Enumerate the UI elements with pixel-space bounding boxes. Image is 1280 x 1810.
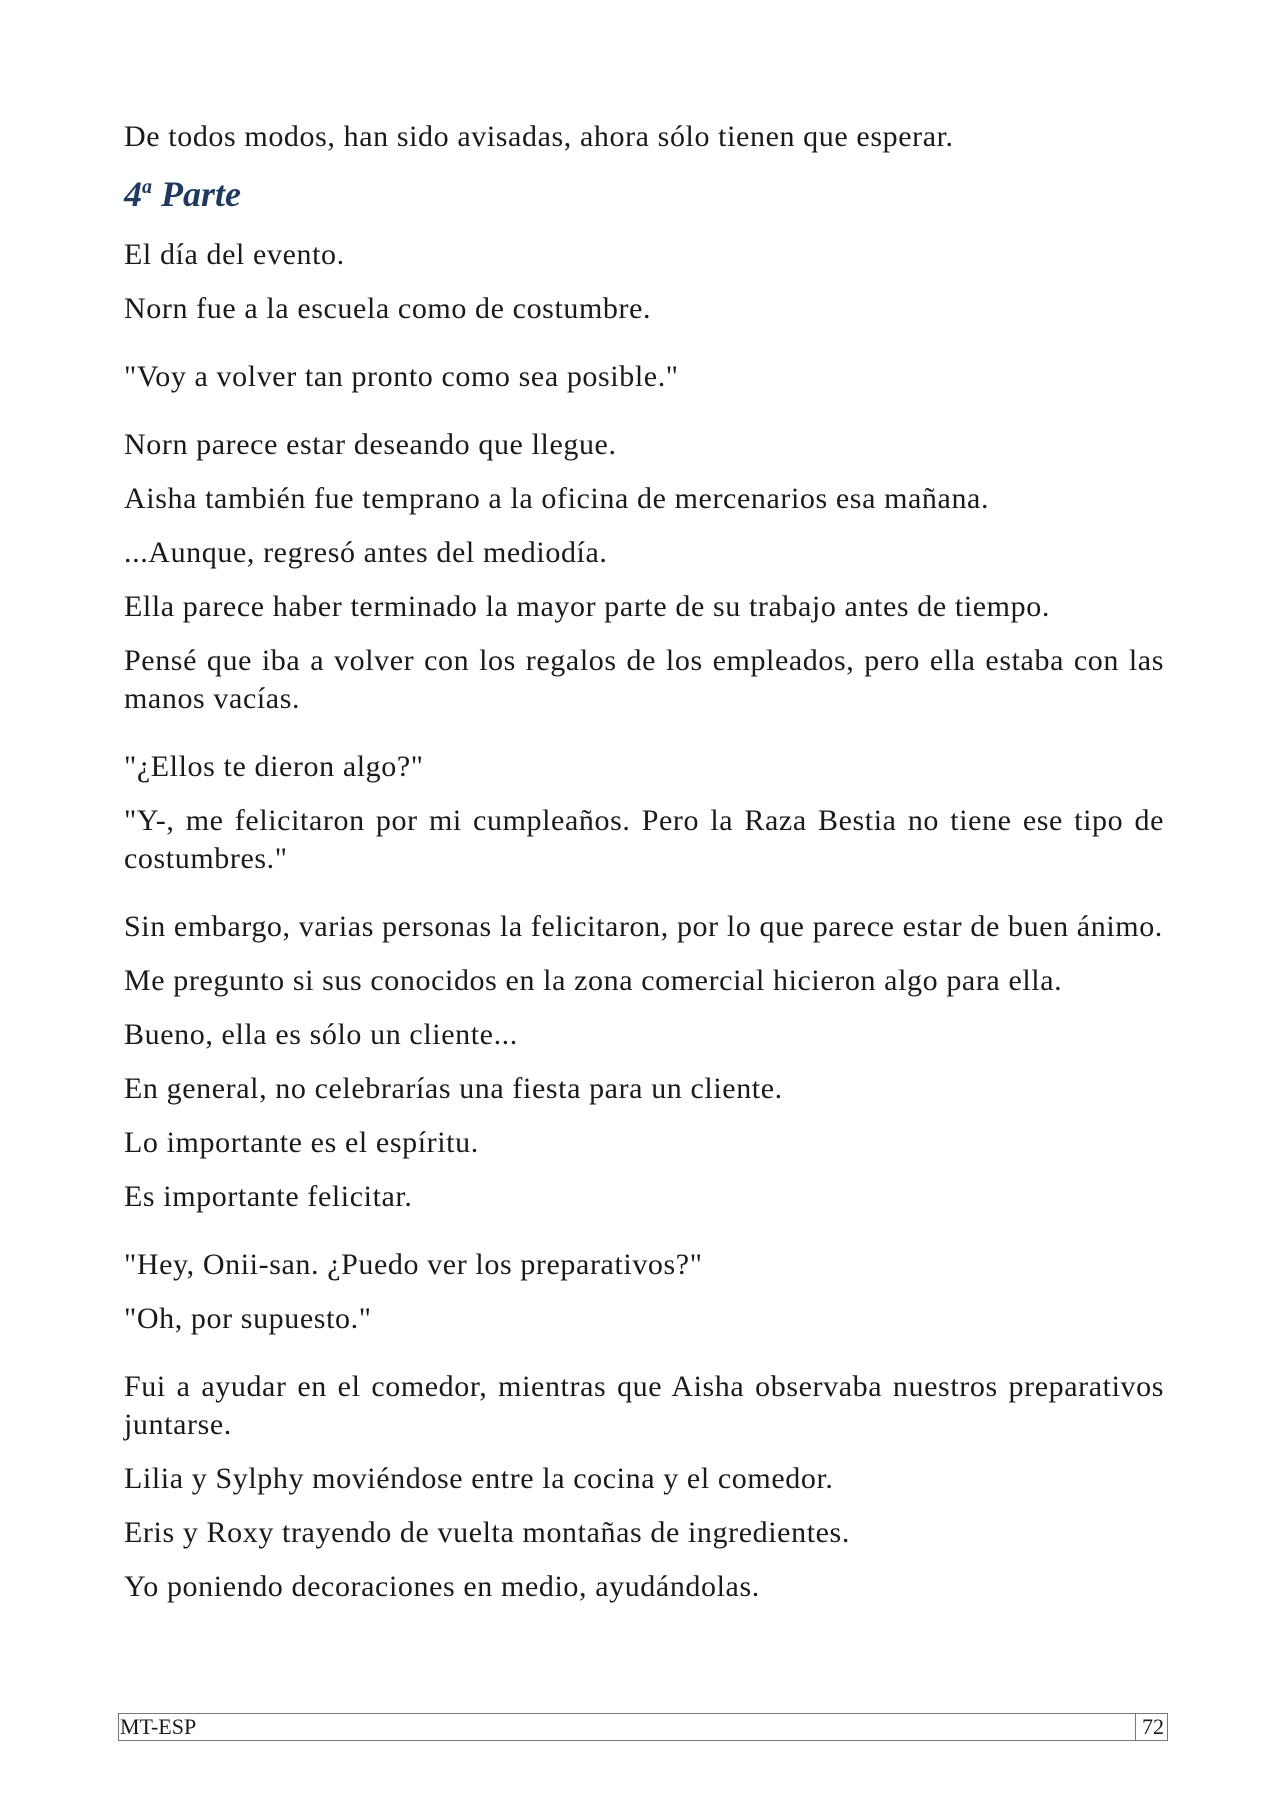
heading-number: 4 bbox=[124, 174, 142, 214]
heading-superscript: a bbox=[142, 176, 152, 198]
paragraph: ...Aunque, regresó antes del mediodía. bbox=[124, 536, 608, 569]
dialogue-paragraph: "Y-, me felicitaron por mi cumpleaños. Pero la Raza Bestia no tiene ese tipo de costumbres." bbox=[124, 804, 1164, 875]
paragraph: Eris y Roxy trayendo de vuelta montañas de ingredientes. bbox=[124, 1516, 850, 1549]
page-footer bbox=[118, 1713, 1168, 1741]
paragraph: En general, no celebrarías una fiesta para un cliente. bbox=[124, 1072, 783, 1105]
paragraph: El día del evento. bbox=[124, 238, 345, 271]
paragraph: Pensé que iba a volver con los regalos de los empleados, pero ella estaba con las manos vacías. bbox=[124, 644, 1164, 715]
footer-label: MT-ESP bbox=[120, 1714, 197, 1739]
dialogue-paragraph: "Hey, Onii-san. ¿Puedo ver los preparativos?" bbox=[124, 1248, 703, 1281]
paragraph: Lo importante es el espíritu. bbox=[124, 1126, 479, 1159]
paragraph: Es importante felicitar. bbox=[124, 1180, 413, 1213]
document-page bbox=[124, 118, 1164, 1622]
section-heading bbox=[124, 172, 1164, 216]
paragraph: Sin embargo, varias personas la felicitaron, por lo que parece estar de buen ánimo. bbox=[124, 910, 1163, 943]
paragraph: Lilia y Sylphy moviéndose entre la cocina y el comedor. bbox=[124, 1462, 834, 1495]
paragraph-intro: De todos modos, han sido avisadas, ahora sólo tienen que esperar. bbox=[124, 120, 954, 153]
paragraph: Norn fue a la escuela como de costumbre. bbox=[124, 292, 652, 325]
dialogue-paragraph: "Voy a volver tan pronto como sea posible." bbox=[124, 360, 679, 393]
paragraph: Norn parece estar deseando que llegue. bbox=[124, 428, 617, 461]
paragraph: Yo poniendo decoraciones en medio, ayudándolas. bbox=[124, 1570, 760, 1603]
paragraph: Bueno, ella es sólo un cliente... bbox=[124, 1018, 518, 1051]
paragraph: Ella parece haber terminado la mayor parte de su trabajo antes de tiempo. bbox=[124, 590, 1050, 623]
dialogue-paragraph: "Oh, por supuesto." bbox=[124, 1302, 372, 1335]
dialogue-paragraph: "¿Ellos te dieron algo?" bbox=[124, 750, 424, 783]
paragraph: Aisha también fue temprano a la oficina de mercenarios esa mañana. bbox=[124, 482, 990, 515]
paragraph: Fui a ayudar en el comedor, mientras que Aisha observaba nuestros preparativos juntarse. bbox=[124, 1370, 1164, 1441]
paragraph: Me pregunto si sus conocidos en la zona comercial hicieron algo para ella. bbox=[124, 964, 1063, 997]
page-number: 72 bbox=[1135, 1714, 1167, 1740]
heading-title: Parte bbox=[161, 174, 241, 214]
